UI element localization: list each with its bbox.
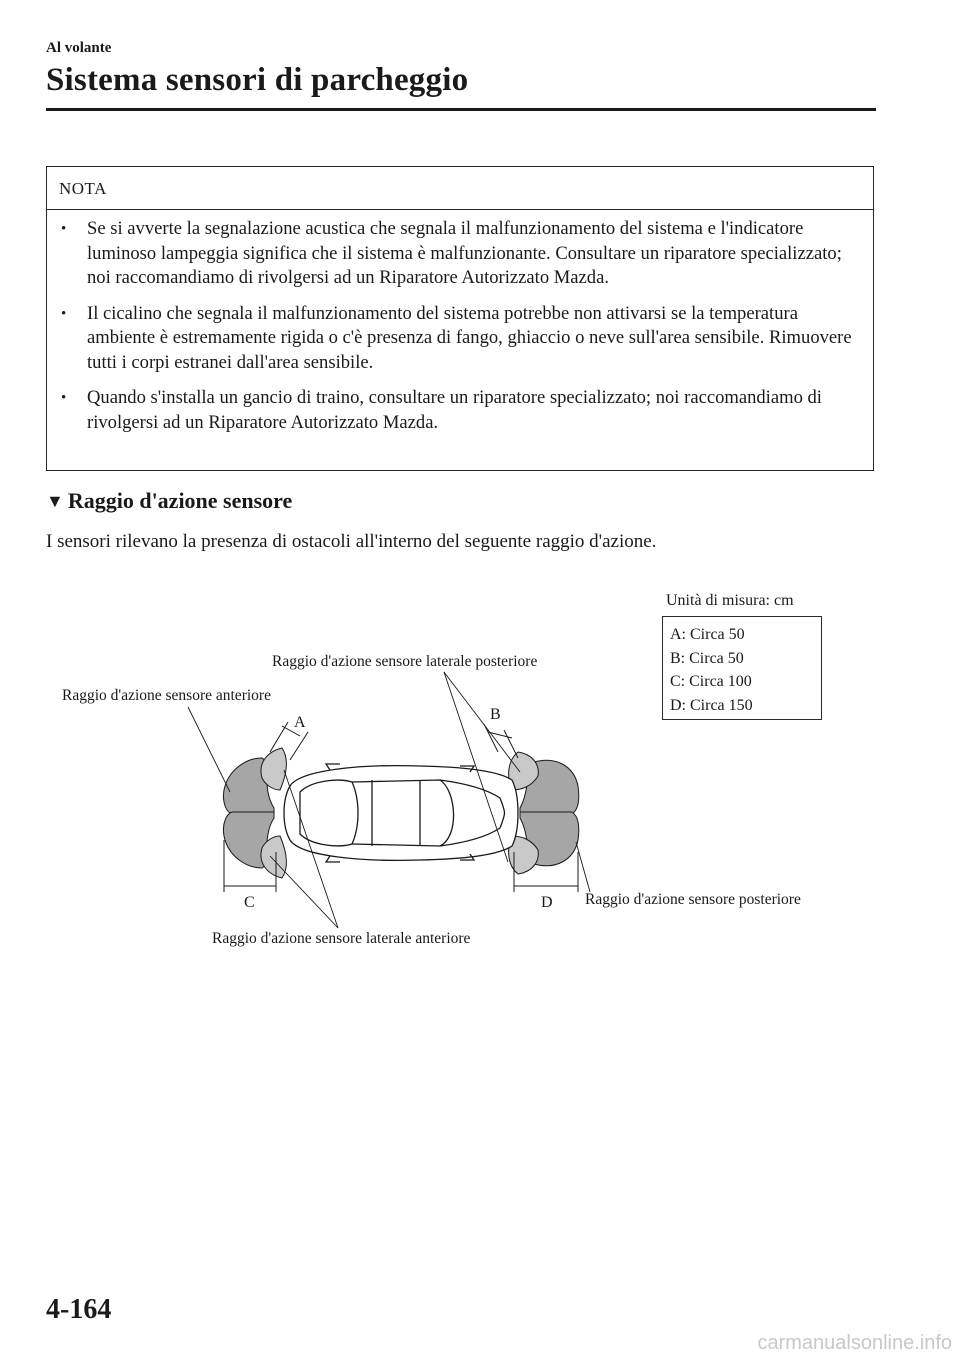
down-triangle-icon: ▼ xyxy=(46,491,64,511)
bullet-icon: • xyxy=(61,221,67,237)
title-divider xyxy=(46,108,876,111)
front-side-range-label: Raggio d'azione sensore laterale anteriore xyxy=(212,930,471,947)
note-item xyxy=(47,386,873,435)
bullet-icon: • xyxy=(61,305,67,322)
note-item-text: Il cicalino che segnala il malfunzionamento del sistema potrebbe non attivarsi se la temperatura ambiente è estremamente rigida o c'è presenza di fango, ghiaccio o neve sull'area sensibile. Rimuovere tutti i corpi estranei dall'area sensibile. xyxy=(87,302,852,373)
sensor-range-diagram xyxy=(0,580,960,960)
legend-row-c: C: Circa 100 xyxy=(670,673,752,690)
dimension-letter-b: B xyxy=(490,706,501,723)
note-divider xyxy=(47,209,873,210)
note-title: NOTA xyxy=(59,179,107,198)
diagram-drawing xyxy=(0,580,960,960)
legend-row-a: A: Circa 50 xyxy=(670,626,745,643)
dimension-letter-d: D xyxy=(541,894,553,911)
page-title: Sistema sensori di parcheggio xyxy=(46,62,469,98)
note-item xyxy=(47,217,873,291)
range-body-text: I sensori rilevano la presenza di ostacoli all'interno del seguente raggio d'azione. xyxy=(46,531,657,552)
note-item xyxy=(47,302,873,376)
rear-side-range-label: Raggio d'azione sensore laterale posteriore xyxy=(272,653,538,670)
rear-range-label: Raggio d'azione sensore posteriore xyxy=(585,891,801,908)
note-list xyxy=(47,217,873,446)
legend-row-b: B: Circa 50 xyxy=(670,649,744,667)
note-box xyxy=(46,166,874,471)
bullet-icon: • xyxy=(61,390,67,406)
front-range-label: Raggio d'azione sensore anteriore xyxy=(62,687,271,704)
section-label: Al volante xyxy=(46,40,112,56)
dimension-letter-c: C xyxy=(244,894,255,911)
units-label: Unità di misura: cm xyxy=(666,592,794,609)
note-item-text: Se si avverte la segnalazione acustica che segnala il malfunzionamento del sistema e l'indicatore luminoso lampeggia significa che il sistema è malfunzionante. Consultare un riparatore specializzato; noi raccomandiamo di rivolgersi ad un Riparatore Autorizzato Mazda. xyxy=(87,218,842,288)
watermark: carmanualsonline.info xyxy=(757,1332,952,1354)
page-number: 4-164 xyxy=(46,1294,112,1325)
note-item-text: Quando s'installa un gancio di traino, consultare un riparatore specializzato; noi raccomandiamo di rivolgersi ad un Riparatore Autorizzato Mazda. xyxy=(87,387,822,433)
dimension-letter-a: A xyxy=(294,714,306,731)
range-heading xyxy=(46,488,292,514)
range-heading-text: Raggio d'azione sensore xyxy=(67,488,293,513)
legend-row-d: D: Circa 150 xyxy=(670,696,753,714)
car-outline xyxy=(284,764,518,862)
